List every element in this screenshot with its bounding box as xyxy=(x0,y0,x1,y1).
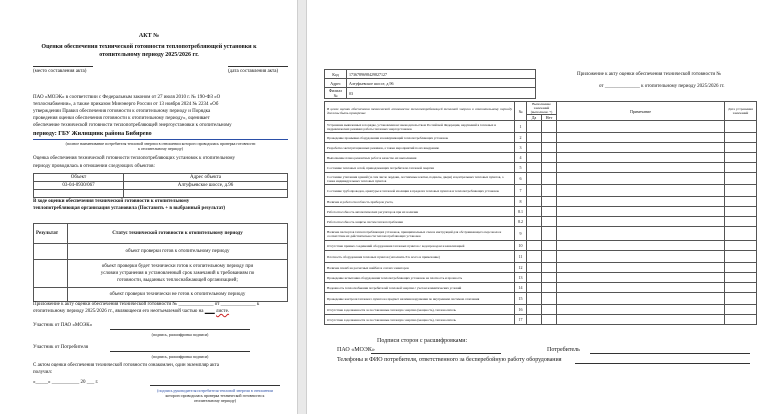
object-empty-cell[interactable] xyxy=(124,190,288,198)
requirement-number: 4 xyxy=(515,153,527,163)
intro-line3: утверждении Правил обеспечения готовности к отопительному периоду и Порядка xyxy=(33,109,211,114)
result-checkbox-ready[interactable] xyxy=(34,244,68,260)
yes-cell[interactable] xyxy=(527,315,542,325)
requirement-text: Состояние утепления зданий (за тем числе чердаки, лестничные клетки, подвалы, двери) и центральных тепловых пунктов, а также индивидуальных тепловых пунктов xyxy=(325,173,515,185)
yes-cell[interactable] xyxy=(527,273,542,283)
notes-cell[interactable] xyxy=(557,153,725,163)
deadline-cell[interactable] xyxy=(725,217,757,227)
requirement-row xyxy=(325,293,757,305)
notes-cell[interactable] xyxy=(557,315,725,325)
place-line[interactable] xyxy=(33,66,93,67)
requirement-number: 14 xyxy=(515,283,527,293)
objects-header-address: Адрес объекта xyxy=(124,174,288,182)
yes-cell[interactable] xyxy=(527,241,542,251)
notes-cell[interactable] xyxy=(557,273,725,283)
notes-cell[interactable] xyxy=(557,163,725,173)
requirement-text: Проведение промывки оборудования и коммуникаций теплопотребляющих установок xyxy=(325,133,515,143)
yes-cell[interactable] xyxy=(527,227,542,241)
result-header: Результат xyxy=(34,224,68,244)
notes-cell[interactable] xyxy=(557,197,725,207)
result-checkbox-conditional[interactable] xyxy=(34,260,68,288)
notes-cell[interactable] xyxy=(557,217,725,227)
header-table xyxy=(324,69,536,99)
participant-consumer-label: Участник от Потребителя xyxy=(33,345,89,350)
requirement-text: Проведение испытания оборудования теплопотребляющих установок на плотность и прочность xyxy=(325,273,515,283)
requirement-row xyxy=(325,217,757,227)
no-cell[interactable] xyxy=(542,207,557,217)
no-cell[interactable] xyxy=(542,293,557,305)
requirement-text: Выполнение плана ремонтных работ и качество их выполнения xyxy=(325,153,515,163)
act-subtitle-line2: отопительному периоду 2025/2026 гг. xyxy=(99,52,199,58)
consumer-name: периоду: ГБУ Жилищник района Бибирево xyxy=(33,131,152,137)
bottom-caption-2: которого проводилась проверка технической готовности к xyxy=(165,393,265,398)
signature-caption-1: (подпись, расшифровка подписи) xyxy=(151,332,209,337)
requirement-number: 16 xyxy=(515,305,527,315)
requirement-number: 13 xyxy=(515,273,527,283)
requirement-text: Отсутствие задолженности за поставленные тепловую энергию (мощность), теплоноситель xyxy=(325,305,515,315)
no-cell[interactable] xyxy=(542,251,557,263)
code-label: Код xyxy=(325,70,347,79)
moek-signature-line[interactable] xyxy=(110,329,250,330)
phone-label: Телефоны и ФИО потребителя, ответственного за бесперебойную работу оборудования xyxy=(337,357,562,363)
deadline-cell[interactable] xyxy=(725,153,757,163)
no-cell[interactable] xyxy=(542,283,557,293)
notes-cell[interactable] xyxy=(557,305,725,315)
sig-consumer-label: Потребитель xyxy=(547,347,580,353)
yes-cell[interactable] xyxy=(527,153,542,163)
requirement-row xyxy=(325,143,757,153)
objects-header-object: Объект xyxy=(34,174,124,182)
requirement-row xyxy=(325,153,757,163)
no-cell[interactable] xyxy=(542,143,557,153)
yes-header: Да xyxy=(527,115,542,121)
requirement-number: 10 xyxy=(515,241,527,251)
requirement-number: 9 xyxy=(515,227,527,241)
objects-table xyxy=(33,173,288,198)
deadline-cell[interactable] xyxy=(725,121,757,133)
received-line1: С актом оценки обеспечения технической готовности ознакомлен, один экземпляр акта xyxy=(33,363,219,368)
requirement-number: 2 xyxy=(515,133,527,143)
requirement-row xyxy=(325,173,757,185)
requirement-number: 7 xyxy=(515,185,527,197)
num-header: № xyxy=(515,102,527,121)
consumer-caption-1: (полное наименование потребителя тепловой энергии в отношении которого проводилась проверка готовности xyxy=(65,141,256,146)
notes-cell[interactable] xyxy=(557,185,725,197)
no-cell[interactable] xyxy=(542,305,557,315)
notes-cell[interactable] xyxy=(557,173,725,185)
requirement-number: 12 xyxy=(515,263,527,273)
no-cell[interactable] xyxy=(542,217,557,227)
requirement-text: Устранение выявленных в порядке, установленном законодательством Российской Федерации, нарушений в тепловых и гидравлических режимах работы тепловых энергоустановок xyxy=(325,121,515,133)
yes-cell[interactable] xyxy=(527,263,542,273)
result-checkbox-not-ready[interactable] xyxy=(34,288,68,302)
requirement-row xyxy=(325,251,757,263)
result-table xyxy=(33,223,288,302)
intro-line5: обеспечение технической готовности теплопотребляющей энергоустановки к отопительному xyxy=(33,123,232,128)
no-cell[interactable] xyxy=(542,163,557,173)
intro-line2: теплоснабжении», а также приказом Минэнерго России от 13 ноября 2024 № 2234 «Об xyxy=(33,102,219,107)
notes-cell[interactable] xyxy=(557,227,725,241)
yes-cell[interactable] xyxy=(527,207,542,217)
deadline-cell[interactable] xyxy=(725,173,757,185)
requirement-number: 11 xyxy=(515,251,527,263)
deadline-cell[interactable] xyxy=(725,315,757,325)
participant-moek-label: Участник от ПАО «МОЭК» xyxy=(33,323,93,328)
deadline-cell[interactable] xyxy=(725,227,757,241)
deadline-cell[interactable] xyxy=(725,185,757,197)
no-cell[interactable] xyxy=(542,121,557,133)
requirements-table xyxy=(324,101,757,325)
sig-consumer-line[interactable] xyxy=(590,353,750,354)
no-cell[interactable] xyxy=(542,273,557,283)
yes-cell[interactable] xyxy=(527,143,542,153)
head-signature-line[interactable] xyxy=(150,385,280,386)
intro-line1: ПАО «МОЭК» в соответствии с Федеральным законом от 27 июля 2010 г. № 190-ФЗ «О xyxy=(33,95,221,100)
status-header: Статус технической готовности к отопительному периоду xyxy=(68,224,288,244)
notes-cell[interactable] xyxy=(557,263,725,273)
appendix-line1: Приложение к акту оценки обеспечения технической готовности № ______________ от ______________ к xyxy=(33,302,260,307)
requirement-number: 15 xyxy=(515,293,527,305)
no-cell[interactable] xyxy=(542,185,557,197)
deadline-cell[interactable] xyxy=(725,305,757,315)
requirement-text: Работоспособность защиты систем теплопотребления xyxy=(325,217,515,227)
no-cell[interactable] xyxy=(542,197,557,207)
notes-cell[interactable] xyxy=(557,293,725,305)
bottom-caption-1: (подпись руководителя потребителя тепловой энергии в отношении xyxy=(157,388,273,393)
requirement-text: Отсутствие задолженности за поставленные тепловую энергию (мощность), теплоноситель xyxy=(325,315,515,325)
bottom-caption-3: отопительному периоду) xyxy=(193,398,237,403)
address-label: Адрес xyxy=(325,79,347,88)
notes-cell[interactable] xyxy=(557,283,725,293)
act-subtitle-line1: Оценки обеспечения технической готовности теплопотребляющей установки к xyxy=(41,44,257,50)
intro-line4: проведения оценки обеспечения готовности к отопительному периоду», оценивает xyxy=(33,116,210,121)
requirement-text: Состояние тепловых сетей, принадлежащих потребителю тепловой энергии xyxy=(325,163,515,173)
requirement-text: Надежность теплоснабжения потребителей тепловой энергии с учетом климатических условий xyxy=(325,283,515,293)
yes-cell[interactable] xyxy=(527,293,542,305)
notes-header: Примечание xyxy=(557,102,725,121)
requirement-text: Работоспособность автоматических регуляторов при их наличии xyxy=(325,207,515,217)
consumer-underline xyxy=(33,139,288,140)
requirement-number: 6 xyxy=(515,173,527,185)
deadline-cell[interactable] xyxy=(725,263,757,273)
object-address-cell: Алтуфьевское шоссе, д.96 xyxy=(124,182,288,190)
requirement-number: 3 xyxy=(515,143,527,153)
requirement-text: Отсутствие прямых соединений оборудования тепловых пунктов с водопроводом и канализацией xyxy=(325,241,515,251)
appendix-line2: отопительному периоду 2025/2026 гг., являющееся его неотъемлемой частью на ____ листе. xyxy=(33,309,230,314)
requirement-text: Наличие паспортов теплопотребляющих установок, принципиальных схем и инструкций для обслуживающего персонала и соответствие их действительности теплопотребляющих установок xyxy=(325,227,515,241)
branch-value: 03 xyxy=(347,88,536,99)
consumer-caption-2: к отопительному периоду) xyxy=(137,146,184,151)
yes-cell[interactable] xyxy=(527,217,542,227)
deadline-cell[interactable] xyxy=(725,293,757,305)
phone-line[interactable] xyxy=(575,363,750,364)
no-header: Нет xyxy=(542,115,557,121)
sig-moek-line[interactable] xyxy=(371,353,501,354)
requirement-row xyxy=(325,283,757,293)
yes-cell[interactable] xyxy=(527,197,542,207)
deadline-cell[interactable] xyxy=(725,197,757,207)
requirement-row xyxy=(325,185,757,197)
status-not-ready: объект проверки технически не готов к отопительному периоду xyxy=(68,288,288,302)
requirement-number: 5 xyxy=(515,163,527,173)
requirement-row xyxy=(325,305,757,315)
no-cell[interactable] xyxy=(542,227,557,241)
yes-cell[interactable] xyxy=(527,133,542,143)
code-value: 1736789698429827127 xyxy=(347,70,536,79)
no-cell[interactable] xyxy=(542,241,557,251)
requirement-number: 1 xyxy=(515,121,527,133)
requirement-row xyxy=(325,163,757,173)
object-intro-1: Оценка обеспечения технической готовности теплопотребляющих установок к отопительному xyxy=(33,156,236,161)
requirement-row xyxy=(325,133,757,143)
notes-cell[interactable] xyxy=(557,133,725,143)
notes-cell[interactable] xyxy=(557,207,725,217)
no-cell[interactable] xyxy=(542,153,557,163)
requirement-text: Проведение контроля теплового пункта на предмет наличия нарушения по внутренним системам отопления xyxy=(325,293,515,305)
requirement-row xyxy=(325,241,757,251)
object-code-cell: 03-04-0930/067 xyxy=(34,182,124,190)
deadline-cell[interactable] xyxy=(725,143,757,153)
deadline-cell[interactable] xyxy=(725,283,757,293)
yes-cell[interactable] xyxy=(527,185,542,197)
deadline-header: Дата устранения замечаний xyxy=(725,102,757,121)
act-page xyxy=(0,0,298,414)
sig-moek-label: ПАО «МОЭК» xyxy=(337,347,375,353)
no-cell[interactable] xyxy=(542,263,557,273)
requirement-text: Плотность оборудования тепловых пунктов (заполнить Р.п. всего и примечание) xyxy=(325,251,515,263)
status-conditional: объект проверки будет технически готов к отопительному периоду при условии устранения в установленный срок замечаний к требованиям по готовности, выданных теплоснабжающей организацией; xyxy=(68,260,288,288)
act-title: АКТ № xyxy=(138,33,160,39)
received-date[interactable]: «_____» ___________ 20 ___ г. xyxy=(33,380,99,385)
notes-cell[interactable] xyxy=(557,143,725,153)
requirement-row xyxy=(325,273,757,283)
deadline-cell[interactable] xyxy=(725,251,757,263)
requirement-row xyxy=(325,207,757,217)
notes-cell[interactable] xyxy=(557,241,725,251)
yes-cell[interactable] xyxy=(527,163,542,173)
date-caption: (дата составления акта) xyxy=(228,69,279,74)
requirement-text: Состояние трубопроводов, арматуры и тепловой изоляции в пределах тепловых пунктов и теплопотребляющих установок xyxy=(325,185,515,197)
requirement-number: 8.1 xyxy=(515,207,527,217)
requirement-text: Наличие пломб на расчетных шайбах и соплах элеваторов xyxy=(325,263,515,273)
requirement-number: 8 xyxy=(515,197,527,207)
done-header: Выполнение замечаний (выполнено +) xyxy=(527,102,557,115)
signatures-title: Подписи сторон с расшифровками: xyxy=(377,338,468,344)
yes-cell[interactable] xyxy=(527,305,542,315)
course-line2: теплопотребляющая организация установила (Поставить + в выбранный результат) xyxy=(33,206,226,211)
yes-cell[interactable] xyxy=(527,251,542,263)
deadline-cell[interactable] xyxy=(725,241,757,251)
requirement-number: 17 xyxy=(515,315,527,325)
yes-cell[interactable] xyxy=(527,283,542,293)
requirement-number: 8.2 xyxy=(515,217,527,227)
course-line1: В ходе оценки обеспечения технической готовности к отопительному xyxy=(33,199,190,204)
date-line[interactable] xyxy=(228,66,288,67)
requirement-row xyxy=(325,315,757,325)
deadline-cell[interactable] xyxy=(725,163,757,173)
signature-caption-2: (подпись, расшифровка подписи) xyxy=(151,354,209,359)
object-empty-cell[interactable] xyxy=(34,190,124,198)
notes-cell[interactable] xyxy=(557,121,725,133)
notes-cell[interactable] xyxy=(557,251,725,263)
status-ready: объект проверки готов к отопительному периоду xyxy=(68,244,288,260)
requirements-header: В целях оценки обеспечения технической готовности теплопотребляющей тепловой энергии к отопительному периоду должны быть проверены: xyxy=(325,102,515,121)
requirement-row xyxy=(325,121,757,133)
requirement-row xyxy=(325,197,757,207)
place-caption: (место составления акта) xyxy=(33,69,87,74)
deadline-cell[interactable] xyxy=(725,133,757,143)
appendix-title: Приложение к акту оценки обеспечения технической готовности № xyxy=(577,72,722,77)
yes-cell[interactable] xyxy=(527,173,542,185)
branch-label: Филиал № xyxy=(325,88,347,99)
object-intro-2: периоду проводилась в отношении следующих объектов: xyxy=(33,164,155,169)
requirement-row xyxy=(325,263,757,273)
address-value: Алтуфьевское шоссе, д.96 xyxy=(347,79,536,88)
deadline-cell[interactable] xyxy=(725,207,757,217)
requirement-row xyxy=(325,227,757,241)
no-cell[interactable] xyxy=(542,173,557,185)
no-cell[interactable] xyxy=(542,133,557,143)
yes-cell[interactable] xyxy=(527,121,542,133)
requirement-text: Разработка эксплуатационных режимов, а также мероприятий по их внедрению xyxy=(325,143,515,153)
received-line2: получил: xyxy=(33,370,53,375)
no-cell[interactable] xyxy=(542,315,557,325)
requirement-text: Наличие и работоспособность приборов учета, xyxy=(325,197,515,207)
deadline-cell[interactable] xyxy=(725,273,757,283)
appendix-sub: от ______________ к отопительному периоду 2025/2026 гг. xyxy=(599,84,725,89)
consumer-signature-line[interactable] xyxy=(110,351,250,352)
appendix-page xyxy=(306,0,768,414)
